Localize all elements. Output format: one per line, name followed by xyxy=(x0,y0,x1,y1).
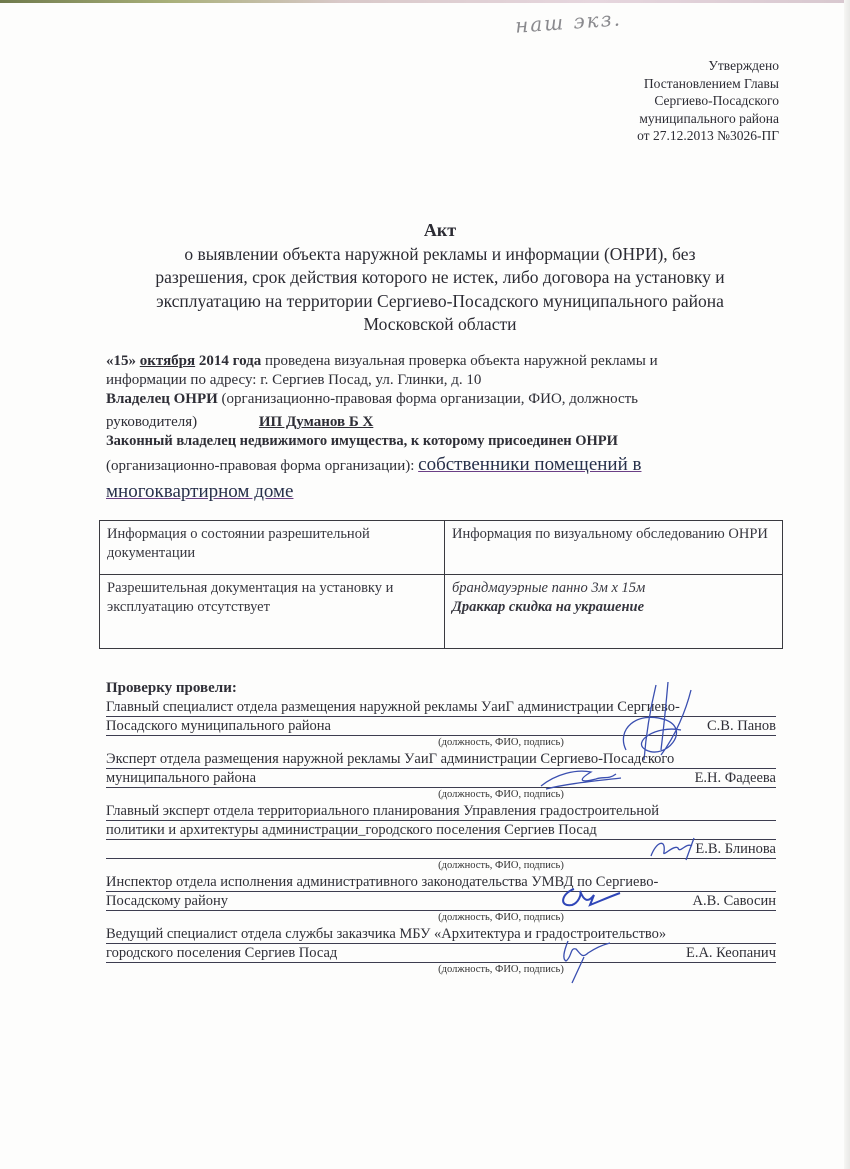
title-line: разрешения, срок действия которого не истек, либо договора на установку и xyxy=(155,267,725,287)
inspection-details xyxy=(106,352,786,505)
inspector-name-line xyxy=(106,944,776,963)
inspector-entry xyxy=(106,750,776,802)
approval-line: Утверждено xyxy=(708,58,779,73)
table-header-cell: Информация по визуальному обследованию ОНРИ xyxy=(445,521,783,575)
inspector-name: Е.А. Кеопанич xyxy=(685,945,776,961)
inspector-position-line xyxy=(106,873,776,892)
scan-right-edge xyxy=(844,0,850,1169)
legal-owner-hint: (организационно-правовая форма организации): xyxy=(106,458,415,474)
inspection-day: «15» xyxy=(106,353,136,369)
inspector-position-cont: политики и архитектуры администрации_городского поселения Сергиев Посад xyxy=(106,822,597,838)
owner-label-line xyxy=(106,390,786,409)
inspector-position: Инспектор отдела исполнения административного законодательства УМВД по Сергиево- xyxy=(106,874,659,890)
title-heading: Акт xyxy=(423,220,457,240)
inspector-position: Эксперт отдела размещения наружной рекламы УаиГ администрации Сергиево-Посадского xyxy=(106,751,675,767)
info-table xyxy=(99,520,783,649)
owner-label: Владелец ОНРИ xyxy=(106,391,218,407)
legal-owner-line-2 xyxy=(106,480,786,505)
owner-hint-2: руководителя) xyxy=(106,414,198,430)
inspector-entry xyxy=(106,802,776,873)
legal-owner-label: Законный владелец недвижимого имущества, к которому присоединен ОНРИ xyxy=(106,433,618,449)
signature-caption: (должность, ФИО, подпись) xyxy=(438,860,564,871)
owner-value-line xyxy=(106,413,786,432)
approval-line: от 27.12.2013 №3026-ПГ xyxy=(637,128,779,143)
inspector-name-line xyxy=(106,892,776,911)
inspectors-section xyxy=(106,679,776,977)
handwritten-note: наш экз. xyxy=(514,6,623,38)
inspector-position-line xyxy=(106,802,776,821)
legal-owner-line xyxy=(106,453,786,478)
inspectors-title: Проверку провели: xyxy=(106,680,237,696)
inspection-date-line xyxy=(106,352,786,371)
inspection-intro: проведена визуальная проверка объекта наружной рекламы и xyxy=(264,353,658,369)
inspector-position-line xyxy=(106,750,776,769)
approval-line: Сергиево-Посадского xyxy=(654,93,779,108)
inspector-entry xyxy=(106,873,776,925)
inspector-entry xyxy=(106,925,776,977)
inspector-position-cont: Посадскому району xyxy=(106,893,228,909)
inspector-name: А.В. Савосин xyxy=(692,893,776,909)
title-line: о выявлении объекта наружной рекламы и информации (ОНРИ), без xyxy=(184,243,696,264)
signature-caption: (должность, ФИО, подпись) xyxy=(438,912,564,923)
inspector-position-line xyxy=(106,698,776,717)
inspector-name-line xyxy=(106,769,776,788)
signature-caption: (должность, ФИО, подпись) xyxy=(438,737,564,748)
inspector-name-line xyxy=(106,717,776,736)
visual-info-line: Драккар скидка на украшение xyxy=(452,599,645,615)
document-title xyxy=(100,219,780,337)
approval-line: муниципального района xyxy=(639,110,779,126)
inspector-position-line xyxy=(106,925,776,944)
title-line: Московской области xyxy=(363,314,517,334)
inspector-position: Ведущий специалист отдела службы заказчика МБУ «Архитектура и градостроительство» xyxy=(106,926,667,942)
inspector-position-cont: городского поселения Сергиев Посад xyxy=(106,945,338,961)
scan-top-edge xyxy=(0,0,850,3)
inspection-address: информации по адресу: г. Сергиев Посад, ул. Глинки, д. 10 xyxy=(106,372,482,388)
inspection-month: октября xyxy=(139,353,196,369)
table-row xyxy=(100,575,783,649)
owner-value: ИП Думанов Б Х xyxy=(258,414,374,430)
table-header-cell: Информация о состоянии разрешительной документации xyxy=(100,521,445,575)
legal-owner-value: собственники помещений в xyxy=(418,454,642,475)
legal-owner-value-2: многоквартирном доме xyxy=(106,481,294,502)
inspection-year: 2014 года xyxy=(198,353,262,369)
approval-line: Постановлением Главы xyxy=(643,75,779,91)
signature-caption: (должность, ФИО, подпись) xyxy=(438,789,564,800)
inspector-position-cont: Посадского муниципального района xyxy=(106,718,331,734)
permit-status-cell: Разрешительная документация на установку и эксплуатацию отсутствует xyxy=(100,575,445,649)
inspector-position: Главный эксперт отдела территориального планирования Управления градостроительной xyxy=(106,803,660,819)
signature-caption: (должность, ФИО, подпись) xyxy=(438,964,564,975)
table-header-row xyxy=(100,521,783,575)
inspector-position-line xyxy=(106,821,776,840)
inspector-position-cont: муниципального района xyxy=(106,770,256,786)
owner-hint: (организационно-правовая форма организации, ФИО, должность xyxy=(221,391,639,407)
approval-stamp-text xyxy=(637,57,779,145)
inspector-name-line xyxy=(106,840,776,859)
visual-info-line: брандмауэрные панно 3м х 15м xyxy=(452,580,646,596)
title-line: эксплуатацию на территории Сергиево-Посадского муниципального района xyxy=(156,290,724,311)
visual-info-cell xyxy=(445,575,783,649)
inspector-name: С.В. Панов xyxy=(707,718,776,734)
inspector-name: Е.В. Блинова xyxy=(695,841,776,857)
inspector-entry xyxy=(106,698,776,750)
inspector-name: Е.Н. Фадеева xyxy=(694,770,776,786)
inspector-position: Главный специалист отдела размещения наружной рекламы УаиГ администрации Сергиево- xyxy=(106,699,680,715)
